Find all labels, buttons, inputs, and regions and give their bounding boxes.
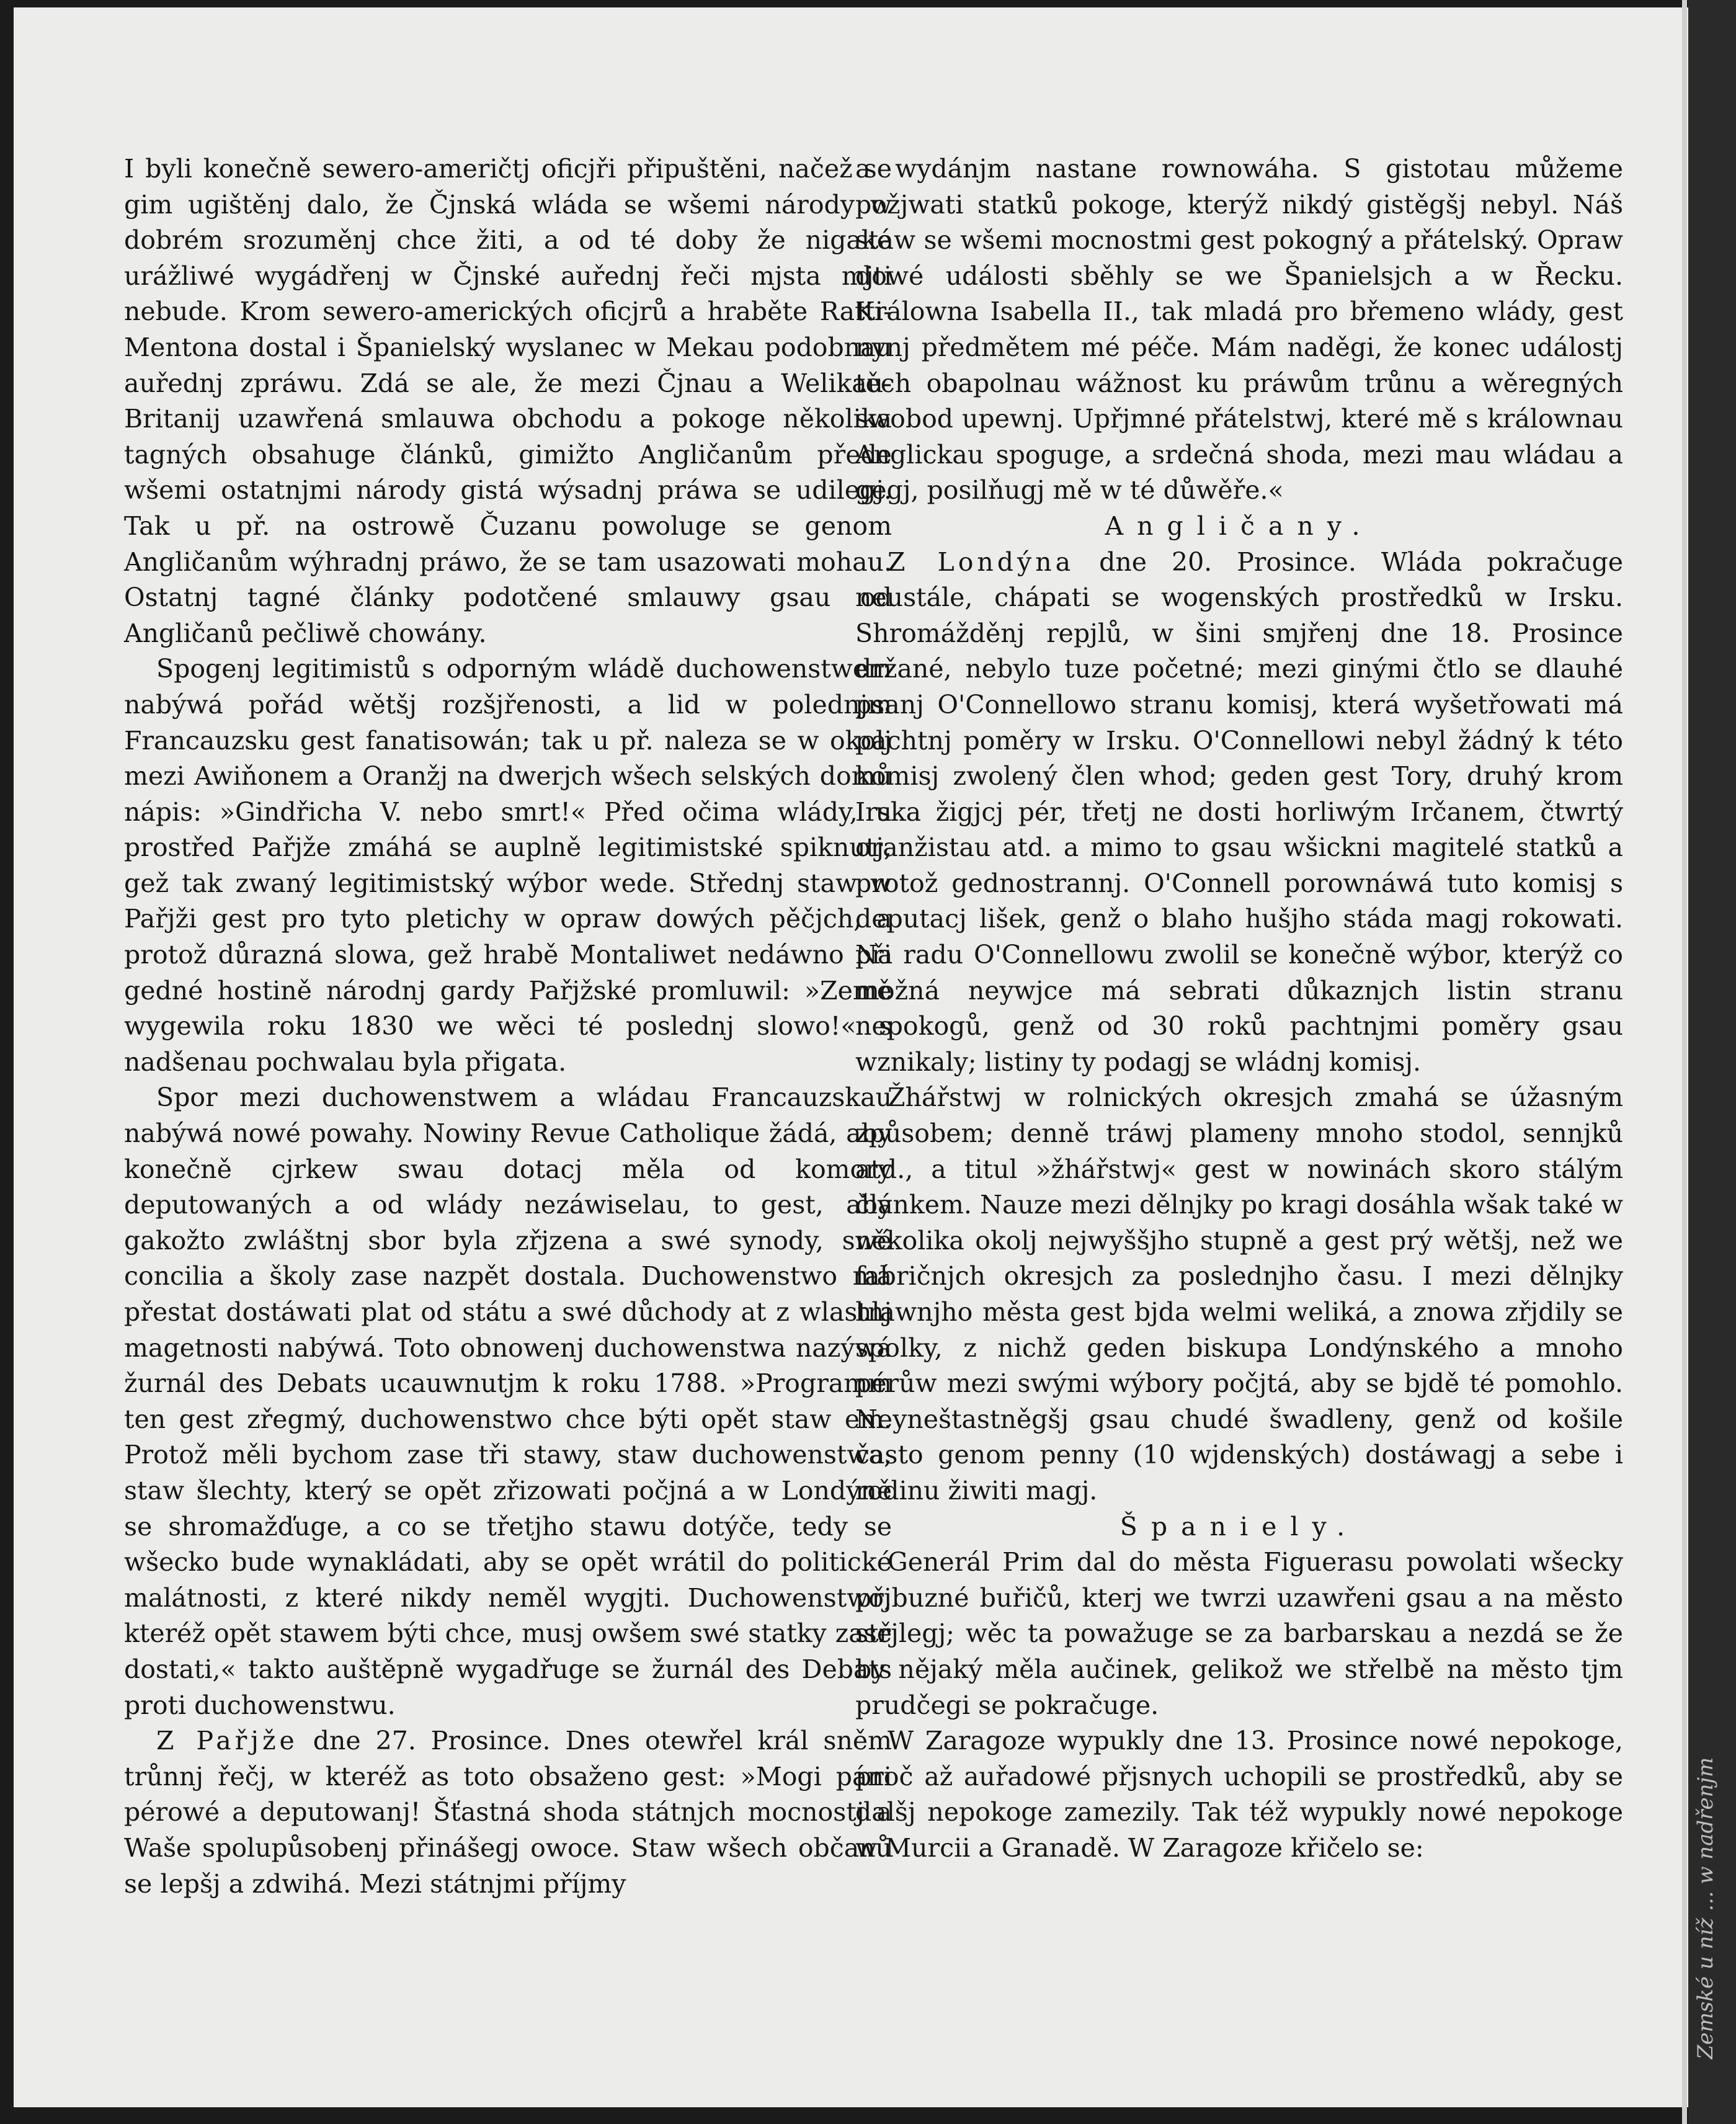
- left-paragraph-3: Spor mezi duchowenstwem a wládau Francauzskau nabýwá nowé powahy. Nowiny Revue Catholique žádá, aby konečně cjrkew swau dotacj měla od komory deputowaných a od wlády nezáwiselau, to gest, aby gakožto zwláštnj sbor byla zřjzena a swé synody, swé concilia a školy zase nazpět dostala. Duchowenstwo má přestat dostáwati plat od státu a swé důchody at z wlastnj magetnosti nabýwá. Toto obnowenj duchowenstwa nazýwá žurnál des Debats ucauwnutjm k roku 1788. »Programm ten gest zřegmý, duchowenstwo chce býti opět staw em. Protož měli bychom zase tři stawy, staw duchowenstwa, staw šlechty, který se opět zřizowati počjná a w Londýně se shromažďuge, a co se třetjho stawu dotýče, tedy se wšecko bude wynakládati, aby se opět wrátil do politické malátnosti, z které nikdy neměl wygjti. Duchowenstwo, kteréž opět stawem býti chce, musj owšem swé statky zase dostati,« takto auštěpně wygadřuge se žurnál des Debats proti duchowenstwu.: [124, 1082, 892, 1720]
- left-paragraph-2: Spogenj legitimistů s odporným wládě duchowenstwem nabýwá pořád wětšj rozšjřenosti, a lid w polednjm Francauzsku gest fanatisowán; tak u př. naleza se w okolj mezi Awiňonem a Oranžj na dwerjch wšech selských domů nápis: »Gindřicha V. nebo smrt!« Před očima wlády, u prostřed Pařjže zmáhá se auplně legitimistské spiknutj, gež tak zwaný legitimistský wýbor wede. Střednj staw w Pařjži gest pro tyto pletichy w opraw dowých pěčjch, a protož důrazná slowa, gež hrabě Montaliwet nedáwno při gedné hostině národnj gardy Pařjžské promluwil: »Země wygewila roku 1830 we wěci té poslednj slowo!« s nadšenau pochwalau byla přigata.: [124, 654, 892, 1077]
- left-paragraph-1: I byli konečně sewero-američtj oficjři připuštěni, načež se gim ugištěnj dalo, že Čjnská wláda se wšemi národy w dobrém srozuměnj chce žiti, a od té doby že nigaké urážliwé wygádřenj w Čjnské auřednj řeči mjsta mjti nebude. Krom sewero-amerických oficjrů a hraběte Ratti-Mentona dostal i Španielský wyslanec w Mekau podobnau auřednj zpráwu. Zdá se ale, že mezi Čjnau a Welikau-Britanij uzawřená smlauwa obchodu a pokoge několika tagných obsahuge článků, gimižto Angličanům přede wšemi ostatnjmi národy gistá wýsadnj práwa se udilegj. Tak u př. na ostrowě Čuzanu powoluge se genom Angličanům wýhradnj práwo, že se tam usazowati mohau. Ostatnj tagné články podotčené smlauwy gsau od Angličanů pečliwě chowány.: [124, 154, 892, 648]
- dateline-text: dne 20. Prosince. Wláda pokračuge neustále, chápati se wogenských prostředků w Irsku. Shromážděnj repjlů, w šini smjřenj dne 18. Prosince držané, nebylo tuze početné; mezi ginými čtlo se dlauhé psanj O'Connellowo stranu komisj, která wyšetřowati má pachtnj poměry w Irsku. O'Connellowi nebyl žádný k této komisj zwolený člen whod; geden gest Tory, druhý krom Irska žigjcj pér, třetj ne dosti horliwým Irčanem, čtwrtý oranžistau atd. a mimo to gsau wšickni magitelé statků a protož gednostrannj. O'Connell porownáwá tuto komisj s deputacj lišek, genž o blaho hušjho stáda magj rokowati. Na radu O'Connellowu zwolil se konečně wýbor, kterýž co možná neywjce má sebrati důkaznjch listin stranu nepokogů, genž od 30 roků pachtnjmi poměry gsau wznikaly; listiny ty podagj se wládnj komisj.: [855, 547, 1623, 1077]
- page-edge: [1682, 0, 1687, 2124]
- dateline-place: Z Londýna: [888, 547, 1075, 577]
- section-heading-anglicany: Angličany.: [1105, 511, 1374, 541]
- margin-note: Zemské u níž ... w nadřenjm: [1693, 1757, 1718, 2059]
- left-column: [124, 151, 892, 1902]
- right-column: [855, 151, 1623, 1867]
- right-paragraph-3: Žhářstwj w rolnických okresjch zmahá se úžasným způsobem; denně tráwj plameny mnoho stodol, sennjků atd., a titul »žhářstwj« gest w nowinách skoro stálým článkem. Nauze mezi dělnjky po kragi dosáhla wšak také w několika okolj nejwyššjho stupně a gest prý wětšj, než we fabričnjch okresjch za poslednjho času. I mezi dělnjky hlawnjho města gest bjda welmi weliká, a znowa zřjdily se spolky, z nichž geden biskupa Londýnského a mnoho pérůw mezi swými wýbory počjtá, aby se bjdě té pomohlo. Neyneštastněgšj gsau chudé šwadleny, genž od košile často genom penny (10 wjdenských) dostáwagj a sebe i rodinu žiwiti magj.: [855, 1082, 1623, 1506]
- dateline-text: dne 27. Prosince. Dnes otewřel král sněm trůnnj řečj, w kteréž as toto obsaženo gest: »Mogi páni pérowé a deputowanj! Šťastná shoda státnjch mocnostj a Waše spolupůsobenj přinášegj owoce. Staw wšech občanů se lepšj a zdwihá. Mezi státnjmi příjmy: [124, 1726, 892, 1899]
- right-paragraph-5: W Zaragoze wypukly dne 13. Prosince nowé nepokoge, proč až auřadowé přjsnych uchopili se prostředků, aby se dalšj nepokoge zamezily. Tak též wypukly nowé nepokoge w Murcii a Granadě. W Zaragoze křičelo se:: [855, 1726, 1623, 1863]
- left-paragraph-4: [124, 1723, 892, 1902]
- section-heading-spaniely: Španiely.: [1119, 1511, 1359, 1542]
- newspaper-page: [14, 7, 1688, 2107]
- right-paragraph-4: Generál Prim dal do města Figuerasu powolati wšecky přjbuzné buřičů, kterj we twrzi uzawřeni gsau a na město střjlegj; wěc ta powažuge se za barbarskau a nezdá se že by nějaký měla aučinek, gelikož we střelbě na město tjm prudčegi se pokračuge.: [855, 1547, 1623, 1720]
- dateline-place: Z Pařjže: [156, 1726, 298, 1756]
- right-paragraph-1: a wydánjm nastane rownowáha. S gistotau můžeme požjwati statků pokoge, kterýž nikdý gistěgšj nebyl. Náš staw se wšemi mocnostmi gest pokogný a přátelský. Opraw dowé události sběhly se we Španielsjch a w Řecku. Králowna Isabella II., tak mladá pro břemeno wlády, gest nynj předmětem mé péče. Mám naděgi, že konec událostj těch obapolnau wážnost ku práwům trůnu a wěregných swobod upewnj. Upřjmné přátelstwj, které mě s králownau Anglickau spoguge, a srdečná shoda, mezi mau wládau a gegj, posilňugj mě w té důwěře.«: [855, 154, 1623, 506]
- right-paragraph-2: [855, 545, 1623, 1081]
